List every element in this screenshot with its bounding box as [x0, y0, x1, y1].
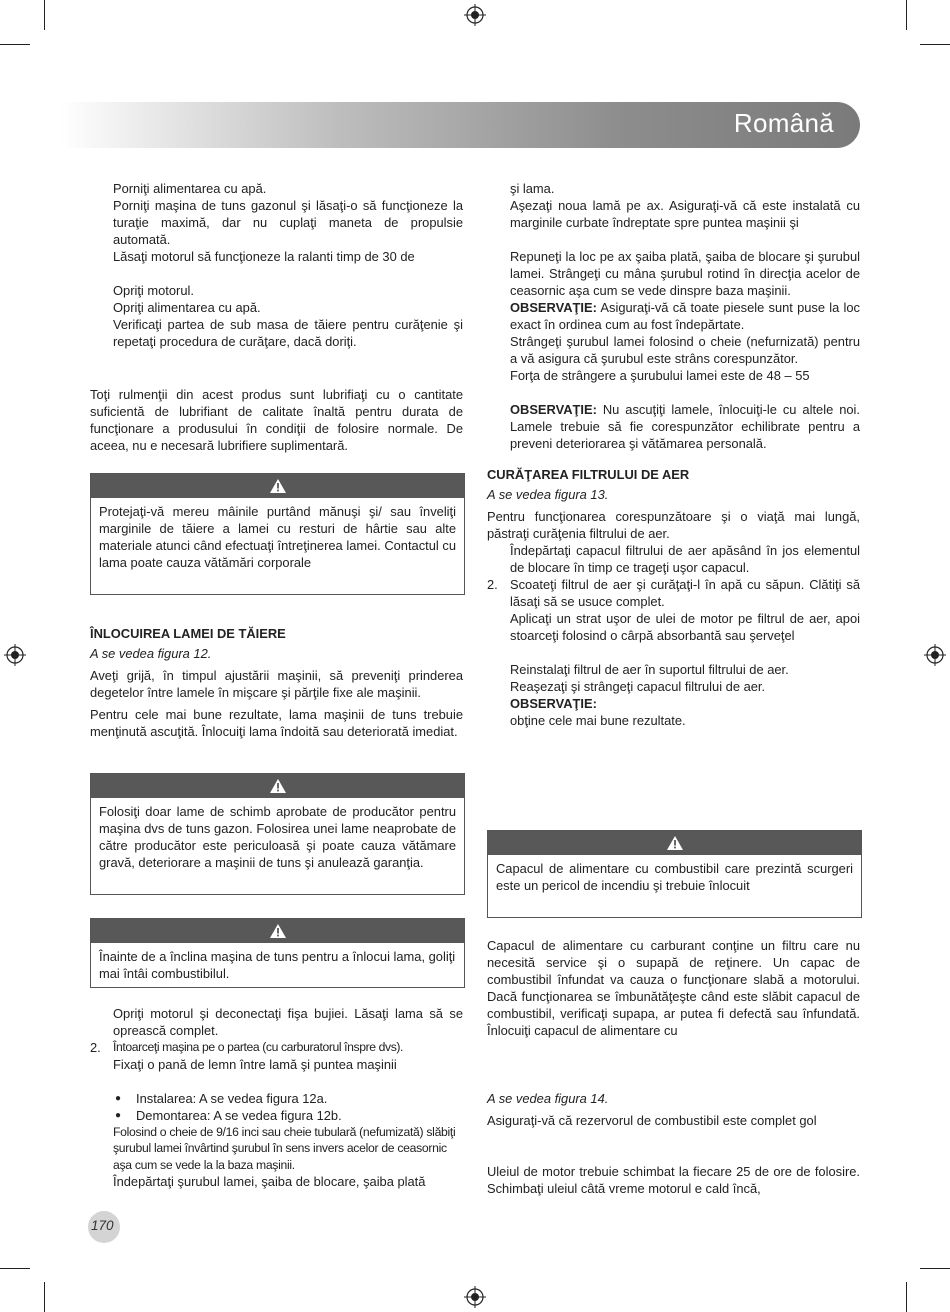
warning-header	[488, 831, 861, 855]
step-text: Îndepărtaţi capacul filtrului de aer apăsând în jos elementul de blocare în timp ce trageţi uşor capacul.	[510, 543, 860, 575]
crop-mark	[0, 1268, 30, 1269]
page-number-badge	[88, 1211, 120, 1243]
paragraph: Pentru cele mai bune rezultate, lama maşinii de tuns trebuie menţinută ascuţită. Înlocuiţi lama îndoită sau deteriorată imediat.	[90, 707, 463, 739]
crop-mark	[920, 44, 950, 45]
warning-box	[487, 830, 862, 918]
crop-mark	[906, 0, 907, 30]
step-text: Strângeţi şurubul lamei folosind o cheie (nefurnizată) pentru a vă asigura că şurubul este strâns corespunzător.	[510, 334, 860, 366]
bullet-item	[90, 1090, 463, 1107]
blade-section	[90, 625, 463, 740]
warning-triangle-icon	[270, 479, 286, 493]
step-text: Fixaţi o pană de lemn între lamă şi puntea maşinii	[113, 1056, 397, 1072]
bullet-icon: ●	[115, 1109, 122, 1121]
warning-text: Înainte de a înclina maşina de tuns pentru a înlocui lama, goliţi mai întâi combustibilul.	[99, 949, 456, 981]
warning-box	[90, 918, 465, 988]
figure-reference: A se vedea figura 12.	[90, 646, 212, 661]
bullet-text: Demontarea: A se vedea figura 12b.	[136, 1107, 342, 1123]
section-heading: CURĂŢAREA FILTRULUI DE AER	[487, 467, 690, 482]
figure-reference: A se vedea figura 14.	[487, 1091, 609, 1106]
step-text: Aplicaţi un strat uşor de ulei de motor pe filtrul de aer, apoi stoarceţi folosind o cârpă absorbantă sau şerveţel	[510, 611, 860, 643]
bullet-text: Instalarea: A se vedea figura 12a.	[136, 1090, 328, 1106]
step-text: şi lama.	[510, 181, 555, 196]
paragraph: Aveţi grijă, în timpul ajustării maşinii, să preveniţi prinderea degetelor între lamele în mişcare şi părţile fixe ale maşinii.	[90, 668, 463, 700]
step-number: 2.	[487, 577, 498, 592]
cleaning-step: Opriţi alimentarea cu apă.	[113, 300, 261, 315]
figure-reference: A se vedea figura 13.	[487, 487, 609, 502]
registration-mark-icon	[924, 644, 946, 666]
step-number: 2.	[90, 1040, 101, 1055]
step-text: Îndepărtaţi şurubul lamei, şaiba de blocare, şaiba plată	[113, 1174, 426, 1189]
blade-steps	[90, 1005, 463, 1190]
warning-box	[90, 773, 465, 895]
step-text: Reinstalaţi filtrul de aer în suportul filtrului de aer.	[510, 662, 789, 677]
section-heading: ÎNLOCUIREA LAMEI DE TĂIERE	[90, 626, 286, 641]
crop-mark	[906, 1282, 907, 1312]
lubrication-paragraph: Toţi rulmenţii din acest produs sunt lubrifiaţi cu o cantitate suficientă de lubrifiant de calitate înaltă pentru durata de funcţionare a produsului în condiţii de folosire normale. De aceea, nu e necesară lubrifiere suplimentară.	[90, 387, 463, 453]
registration-mark-icon	[4, 644, 26, 666]
language-banner	[60, 102, 860, 148]
cleaning-step: Lăsaţi motorul să funcţioneze la ralanti timp de 30 de	[113, 249, 415, 264]
bullet-icon: ●	[115, 1092, 122, 1104]
note-label: OBSERVAŢIE:	[510, 402, 597, 417]
warning-box	[90, 473, 465, 595]
crop-mark	[920, 1268, 950, 1269]
warning-triangle-icon	[270, 779, 286, 793]
cleaning-step: Opriţi motorul.	[113, 283, 194, 298]
registration-mark-icon	[464, 4, 486, 26]
cleaning-step: Porniţi alimentarea cu apă.	[113, 181, 267, 196]
step-text: Întoarceţi maşina pe o partea (cu carburatorul înspre dvs).	[113, 1040, 404, 1054]
crop-mark	[0, 44, 30, 45]
step-text: Reaşezaţi şi strângeţi capacul filtrului de aer.	[510, 679, 766, 694]
crop-mark	[44, 1282, 45, 1312]
step-text: obţine cele mai bune rezultate.	[510, 713, 686, 728]
step-text: Repuneţi la loc pe ax şaiba plată, şaiba de blocare şi şurubul lamei. Strângeţi cu mâna şurubul rotind în direcţia acelor de ceasornic aşa cum se vede dinspre baza maşinii.	[510, 249, 860, 298]
note	[487, 401, 860, 452]
cleaning-step: Porniţi maşina de tuns gazonul şi lăsaţi-o să funcţioneze la turaţie maximă, dar nu cuplaţi maneta de propulsie automată.	[113, 198, 463, 247]
fuel-section	[487, 937, 860, 1197]
step-text: Forţa de strângere a şurubului lamei este de 48 – 55	[510, 368, 810, 383]
warning-header	[91, 919, 464, 943]
step-text: Folosind o cheie de 9/16 inci sau cheie tubulară (nefumizată) slăbiţi şurubul lamei învârtind şurubul în sens invers acelor de ceasornic aşa cum se vede la la baza maşinii.	[113, 1124, 456, 1172]
paragraph: Asiguraţi-vă că rezervorul de combustibil este complet gol	[487, 1113, 817, 1128]
crop-mark	[44, 0, 45, 30]
paragraph: Capacul de alimentare cu carburant conţine un filtru care nu necesită service şi o supapă de reţinere. Un capac de combustibil înfundat va cauza o funcţionare slabă a motorului. Dacă funcţionarea se îmbunătăţeşte când este slăbit capacul de combustibil, verificaţi supapa, ar putea fi defectă sau înfundată. Înlocuiţi capacul de alimentare cu	[487, 938, 860, 1038]
note-text: Nu ascuţiţi lamele, înlocuiţi-le cu altele noi. Lamele trebuie să fie corespunzător echilibrate pentru a preveni deteriorarea şi vătămarea personală.	[510, 402, 860, 451]
note-label: OBSERVAŢIE:	[510, 300, 597, 315]
paragraph: Pentru funcţionarea corespunzătoare şi o viaţă mai lungă, păstraţi curăţenia filtrului de aer.	[487, 509, 860, 541]
note-text: Asiguraţi-vă că toate piesele sunt puse la loc exact în ordinea cum au fost îndepărtate.	[510, 300, 860, 332]
step-text: Opriţi motorul şi deconectaţi fişa bujiei. Lăsaţi lama să se oprească complet.	[113, 1006, 463, 1038]
language-label: Română	[733, 108, 834, 138]
warning-header	[91, 774, 464, 798]
warning-text: Folosiţi doar lame de schimb aprobate de producător pentru maşina dvs de tuns gazon. Folosirea unei lame neaprobate de către producător este periculoasă şi poate cauza vătămare gravă, deteriorare a maşinii de tuns şi anulează garanţia.	[99, 804, 456, 870]
left-column	[90, 180, 463, 454]
warning-triangle-icon	[667, 836, 683, 850]
step-text: Scoateţi filtrul de aer şi curăţaţi-l în apă cu săpun. Clătiţi să lăsaţi să se usuce complet.	[510, 577, 860, 609]
numbered-step	[90, 1039, 463, 1073]
warning-text: Protejaţi-vă mereu mâinile purtând mănuşi şi/ sau înveliţi marginile de tăiere a lamei cu resturi de hârtie sau alte materiale atunci când efectuaţi întreţinerea lamei. Contactul cu lama poate cauza vătămări corporale	[99, 504, 456, 570]
bullet-item	[90, 1107, 463, 1124]
right-column	[487, 180, 860, 729]
cleaning-step: Verificaţi partea de sub masa de tăiere pentru curăţenie şi repetaţi procedura de curăţare, dacă doriţi.	[113, 317, 463, 349]
note	[487, 299, 860, 333]
warning-text: Capacul de alimentare cu combustibil care prezintă scurgeri este un pericol de incendiu şi trebuie înlocuit	[496, 861, 853, 893]
warning-header	[91, 474, 464, 498]
note-label: OBSERVAŢIE:	[510, 696, 597, 711]
page-number: 170	[91, 1218, 114, 1233]
warning-triangle-icon	[270, 924, 286, 938]
step-text: Aşezaţi noua lamă pe ax. Asiguraţi-vă că este instalată cu marginile curbate îndreptate spre puntea maşinii şi	[510, 198, 860, 230]
paragraph: Uleiul de motor trebuie schimbat la fiecare 25 de ore de folosire. Schimbaţi uleiul câtă vreme motorul e cald încă,	[487, 1164, 860, 1196]
registration-mark-icon	[464, 1286, 486, 1308]
numbered-step	[487, 576, 860, 610]
